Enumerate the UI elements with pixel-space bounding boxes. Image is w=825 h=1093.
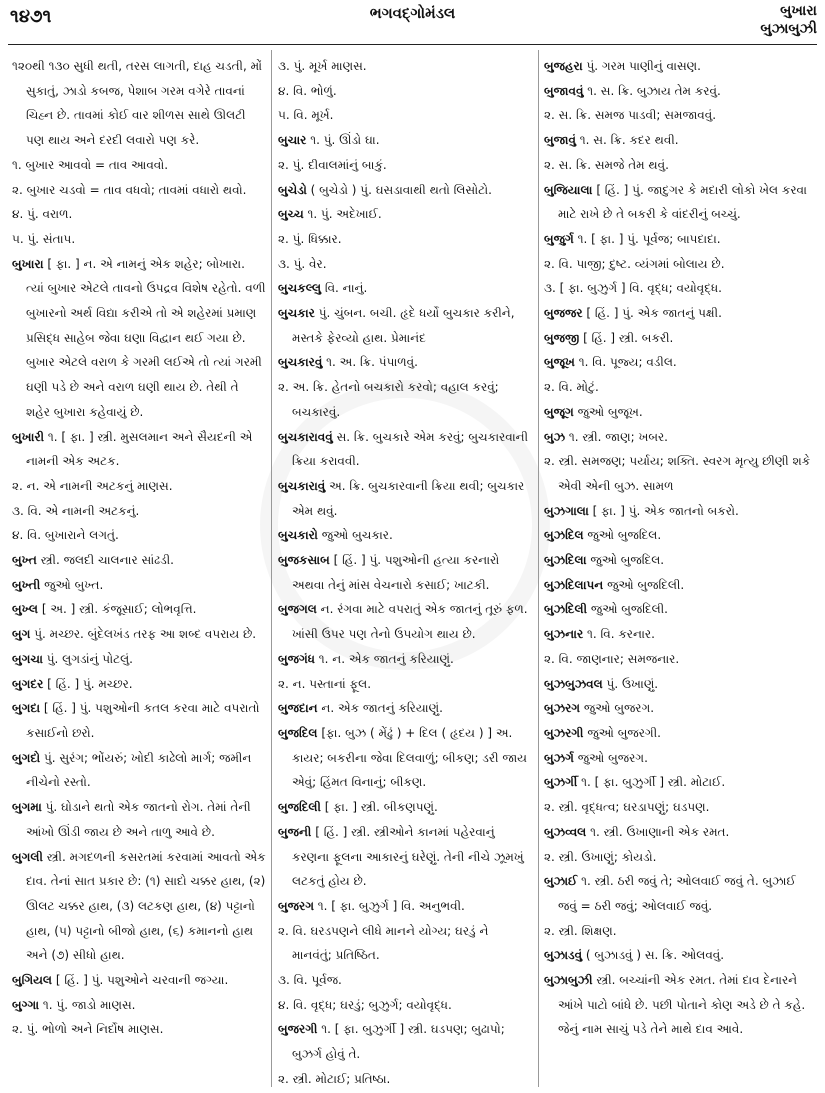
entry-headword: બુઝબુઝવલ <box>544 676 603 691</box>
dictionary-entry <box>278 696 532 721</box>
entry-headword: બુઝનાર <box>544 627 584 642</box>
dictionary-entry <box>544 820 816 845</box>
page-number: ૧૪૭૧ <box>10 6 52 27</box>
dictionary-column-1 <box>12 54 266 1087</box>
dictionary-entry <box>278 993 532 1018</box>
dictionary-entry <box>278 672 532 697</box>
entry-headword: બુઝર્ગ <box>544 750 574 765</box>
dictionary-column-2 <box>278 54 532 1087</box>
entry-definition: ૧. [ ફા. બુઝુર્ગી ] સ્ત્રી. ઘડપણ; બુઢાપો; બુઝર્ગ હોવું તે. <box>292 1022 505 1062</box>
entry-definition: ૧. પું. અદેખાઈ. <box>307 207 382 222</box>
dictionary-entry <box>12 227 266 252</box>
entry-definition: [ ફા. ] પું. એક જાતનો બકરો. <box>592 503 739 518</box>
dictionary-entry <box>12 993 266 1018</box>
dictionary-entry <box>544 548 816 573</box>
entry-definition: અ. ક્રિ. બુચકારવાની ક્રિયા થવી; બુચકાર એમ થવું. <box>292 478 525 518</box>
entry-definition: ૧. પું. ઊંડો ઘા. <box>310 133 380 148</box>
guide-word-last: બુઝાબુઝી <box>760 21 817 37</box>
dictionary-entry <box>544 597 816 622</box>
entry-headword: બુઝદિલાપન <box>544 577 604 592</box>
dictionary-entry <box>12 573 266 598</box>
entry-headword: બુગદર <box>12 676 44 691</box>
entry-headword: બુખારા <box>12 256 44 271</box>
entry-definition: ૩. [ ફા. બુઝુર્ગ ] વિ. વૃદ્ધ; વયોવૃદ્ધ. <box>544 281 722 296</box>
entry-definition: ૩. વિ. એ નામની અટકનું. <box>12 503 140 518</box>
dictionary-entry <box>12 252 266 425</box>
dictionary-entry <box>544 622 816 647</box>
entry-headword: બુચકારાવું <box>278 478 326 493</box>
book-title: ભગવદ્ગોમંડલ <box>369 4 456 22</box>
dictionary-entry <box>278 894 532 919</box>
dictionary-entry <box>544 79 816 104</box>
entry-headword: બુચકલ્લુ <box>278 281 322 296</box>
entry-definition: ૧. ન. એક જાતનું કરિયાણું. <box>318 651 454 666</box>
entry-headword: બુગલી <box>12 849 43 864</box>
entry-definition: પું. સુરંગ; ભોંયરું; ખોદી કાઢેલો માર્ગ; જમીન નીચેનો રસ્તો. <box>26 750 252 790</box>
dictionary-column-3 <box>544 54 816 1087</box>
entry-definition: ૨. સ્ત્રી. ઉખાણું; કોયડો. <box>544 849 657 864</box>
dictionary-entry <box>544 425 816 450</box>
dictionary-entry <box>278 1067 532 1087</box>
dictionary-entry <box>544 252 816 277</box>
entry-definition: ૨. વિ. મોટું. <box>544 380 599 395</box>
entry-headword: બુજરગ <box>278 898 314 913</box>
dictionary-entry <box>278 350 532 375</box>
entry-headword: બુગદો <box>12 750 41 765</box>
dictionary-entry <box>12 746 266 795</box>
dictionary-entry <box>544 721 816 746</box>
entry-headword: બુઝદિલ <box>544 528 584 543</box>
dictionary-entry <box>278 425 532 474</box>
entry-definition: જુઓ બુચકાર. <box>321 528 393 543</box>
entry-definition: [ હિં. ] પું. મચ્છર. <box>47 676 133 691</box>
entry-headword: બુજૂખ <box>544 355 575 370</box>
entry-definition: ૨. પું. દીવાલમાંનું બાકું. <box>278 157 387 172</box>
dictionary-entry <box>278 252 532 277</box>
entry-headword: બુજકસાબ <box>278 553 330 568</box>
guide-word-first: બુખારા <box>780 3 817 19</box>
entry-headword: બુજદાન <box>278 701 318 716</box>
entry-definition: ૧. સ. ક્રિ. કદર થવી. <box>579 133 679 148</box>
entry-headword: બુજદિલી <box>278 800 321 815</box>
dictionary-entry <box>12 672 266 697</box>
entry-definition: ૨. સ્ત્રી. મોટાઈ; પ્રતિષ્ઠા. <box>278 1071 391 1086</box>
entry-headword: બુઝાઈ <box>544 874 578 889</box>
dictionary-entry <box>12 622 266 647</box>
dictionary-entry <box>278 548 532 597</box>
entry-definition: સ્ત્રી. બચ્ચાંની એક રમત. તેમાં દાવ દેનારને આંખે પાટો બાંધે છે. પછી પોતાને કોણ અડે છે તે કહે. જેનું નામ સાચું પડે તેને માથે દાવ આવે. <box>558 973 806 1037</box>
dictionary-entry <box>278 647 532 672</box>
entry-definition: પું. મચ્છર. બુંદેલખંડ તરફ આ શબ્દ વપરાય છે. <box>34 627 257 642</box>
entry-definition: [ફા. બુઝ ( મેંઢું ) + દિલ ( હૃદય ) ] અ. કાયર; બકરીના જેવા દિલવાળું; બીકણ; ડરી જાય એવું; હિંમત વિનાનું; બીકણ. <box>292 725 528 790</box>
entry-headword: બુજહરા <box>544 59 583 73</box>
dictionary-entry <box>544 103 816 128</box>
dictionary-entry <box>544 178 816 227</box>
entry-definition: જુઓ બુજદિલી. <box>590 602 669 617</box>
dictionary-entry <box>12 845 266 969</box>
dictionary-entry <box>12 178 266 203</box>
entry-headword: બુચ્ચ <box>278 207 304 222</box>
entry-headword: બુજાવું <box>544 133 576 148</box>
entry-definition: ૫. વિ. મૂર્ખ. <box>278 108 334 123</box>
entry-definition: ૧. બુખાર આવવો = તાવ આવવો. <box>12 157 169 172</box>
dictionary-entry <box>544 795 816 820</box>
dictionary-entry <box>12 1017 266 1042</box>
entry-headword: બુઝરગી <box>544 725 584 740</box>
entry-headword: બુજગંધ <box>278 651 315 666</box>
dictionary-entry <box>278 597 532 646</box>
dictionary-entry <box>544 770 816 795</box>
dictionary-entry <box>544 326 816 351</box>
dictionary-entry <box>544 400 816 425</box>
dictionary-entry <box>12 548 266 573</box>
dictionary-entry <box>12 425 266 474</box>
entry-definition: [ હિં. ] સ્ત્રી. સ્ત્રીઓને કાનમાં પહેરવાનું કરણના ફૂલના આકારનું ઘરેણું. તેની નીચે ઝૂમખું લટકતું હોય છે. <box>292 824 524 889</box>
entry-headword: બુઝર્ગી <box>544 775 578 790</box>
entry-headword: બુઝગાલા <box>544 503 589 518</box>
entry-headword: બુખ્લ <box>12 602 38 617</box>
entry-headword: બુચકાર <box>278 306 315 321</box>
entry-headword: બુજિયાલા <box>544 182 593 197</box>
dictionary-entry <box>278 153 532 178</box>
entry-definition: ૨. સ. ક્રિ. સમજે તેમ થવું. <box>544 157 669 172</box>
entry-headword: બુખ્તી <box>12 577 41 592</box>
entry-definition: [ ફા. ] સ્ત્રી. બીકણપણું. <box>324 800 438 815</box>
entry-definition: [ ફા. ] ન. એ નામનું એક શહેર; બોખારા. ત્યાં બુખાર એટલે તાવનો ઉપદ્રવ વિશેષ રહેતો. વળી બુખારનો અર્થ વિદ્યા કરીએ તો એ શહેરમાં પ્રમાણ પ્રસિદ્ધ સાહેબ જેવા ઘણા વિદ્વાન થઈ ગયા છે. બુખાર એટલે વરાળ કે ગરમી લઈએ તો ત્યાં ગરમી ઘણી પડે છે અને વરાળ ઘણી થાય છે. તેથી તે શહેર બુખારા કહેવાયું છે. <box>26 256 266 419</box>
entry-definition: ૪. વિ. ભોળું. <box>278 83 337 98</box>
entry-definition: ૨. વિ. જાણનાર; સમજનાર. <box>544 651 680 666</box>
entry-headword: બુજની <box>278 824 312 839</box>
dictionary-entry <box>544 573 816 598</box>
dictionary-entry <box>544 968 816 1042</box>
entry-headword: બુચકારાવવું <box>278 429 333 444</box>
entry-definition: [ હિં. ] પું. પશુઓની કતલ કરવા માટે વપરાતો કસાઈનો છરો. <box>26 701 260 740</box>
entry-definition: ૨. વિ. પાજી; દુષ્ટ. વ્યંગમાં બોલાય છે. <box>544 256 725 271</box>
entry-definition: [ અ. ] સ્ત્રી. કંજૂસાઈ; લોભવૃત્તિ. <box>41 602 197 617</box>
dictionary-entry <box>544 153 816 178</box>
entry-definition: [ હિં. ] પું. પશુઓની હત્યા કરનારો અથવા તેનું માંસ વેચનારો કસાઈ; ખાટકી. <box>292 553 500 592</box>
entry-definition: ન. રંગવા માટે વપરાતું એક જાતનું તૂરું ફળ. ખાંસી ઉપર પણ તેનો ઉપયોગ થાય છે. <box>292 602 528 642</box>
dictionary-entry <box>12 202 266 227</box>
entry-definition: ૨. બુખાર ચડવો = તાવ વધવો; તાવમાં વધારો થવો. <box>12 182 247 197</box>
entry-definition: ૧. વિ. પૂજ્ય; વડીલ. <box>578 355 677 370</box>
entry-definition: [ હિં. ] પું. એક જાતનું પક્ષી. <box>586 306 722 321</box>
entry-definition: ૪. વિ. વૃદ્ધ; ઘરડું; બુઝુર્ગ; વયોવૃદ્ધ. <box>278 997 452 1012</box>
entry-definition: જુઓ બુજરગી. <box>587 725 661 740</box>
entry-headword: બુગિયલ <box>12 973 53 988</box>
dictionary-entry <box>278 103 532 128</box>
entry-definition: ૨. સ્ત્રી. વૃદ્ધત્વ; ઘરડાપણું; ઘડપણ. <box>544 800 710 815</box>
dictionary-entry <box>544 375 816 400</box>
entry-headword: બુઝાબુઝી <box>544 973 593 988</box>
entry-headword: બુઝદિલી <box>544 602 588 617</box>
entry-headword: બુજાવવું <box>544 83 584 98</box>
entry-definition: ૧. [ ફા. ] પું. પૂર્વજ; બાપદાદા. <box>577 231 721 246</box>
dictionary-entry <box>544 672 816 697</box>
entry-definition: ૧. સ્ત્રી. જાણ; ખબર. <box>568 429 668 444</box>
dictionary-entry <box>544 301 816 326</box>
entry-definition: જુઓ બુજદિલી. <box>607 577 685 592</box>
entry-definition: ૨. સ્ત્રી. સમજણ; પર્યાય; શક્તિ. સ્વરગ મૃત્યુ છીણી શકે એવી એની બુઝ. સામળ <box>544 454 811 493</box>
dictionary-entry <box>278 820 532 894</box>
entry-definition: ૧. પું. જાડો માણસ. <box>42 997 136 1012</box>
entry-definition: ૨. ન. પસ્તાનાં ફૂલ. <box>278 676 372 691</box>
entry-definition: પું. ઉખાણું. <box>606 676 659 691</box>
entry-headword: બુચકારવું <box>278 355 323 370</box>
dictionary-entry <box>12 499 266 524</box>
entry-definition: [ હિં. ] પું. જાદુગર કે મદારી લોકો ખેલ કરવા માટે રાખે છે તે બકરી કે વાંદરીનું બચ્ચું. <box>558 182 807 222</box>
dictionary-entry <box>278 523 532 548</box>
entry-definition: ૨. ન. એ નામની અટકનું માણસ. <box>12 478 173 493</box>
entry-headword: બુચકારો <box>278 528 318 543</box>
entry-definition: પું. ગરમ પાણીનું વાસણ. <box>586 59 701 73</box>
entry-definition: ૧. સ્ત્રી. ઠરી જવું તે; ઓલવાઈ જવું તે. બુઝાઈ જવું = ઠરી જવું; ઓલવાઈ જવું. <box>558 874 796 913</box>
entry-headword: બુજગલ <box>278 602 317 617</box>
dictionary-entry <box>544 746 816 771</box>
entry-definition: જુઓ બુજદિલ. <box>587 528 662 543</box>
header-rule <box>8 44 817 45</box>
dictionary-entry <box>12 968 266 993</box>
entry-definition: જુઓ બુજદિલ. <box>590 553 665 568</box>
entry-definition: ૧૨૦થી ૧૩૦ સુધી થતી, તરસ લાગતી, દાહ ચડતી, મોં સુકાતું, ઝાડો કબજ, પેશાબ ગરમ વગેરે તાવનાં ચિહ્ન છે. તાવમાં કોઈ વાર શીળસ સાથે ઊલટી પણ થાય અને દરદી લવારો પણ કરે. <box>12 59 263 148</box>
entry-definition: ૨. પું. ભોળો અને નિર્દોષ માણસ. <box>12 1022 164 1037</box>
dictionary-entry <box>544 54 816 79</box>
dictionary-entry <box>544 128 816 153</box>
dictionary-entry <box>278 474 532 523</box>
dictionary-entry <box>278 375 532 424</box>
entry-headword: બુજુર્ગ <box>544 231 574 246</box>
entry-definition: ૧. અ. ક્રિ. પંપાળવું. <box>326 355 418 370</box>
entry-definition: ૧. [ ફા. બુઝુર્ગ ] વિ. અનુભવી. <box>317 898 465 913</box>
dictionary-entry <box>12 597 266 622</box>
dictionary-entry <box>278 128 532 153</box>
entry-definition: પું. લુગડાંનું પોટલું. <box>46 651 133 666</box>
entry-definition: જુઓ બુખ્ત. <box>44 577 104 592</box>
entry-definition: જુઓ બુજૂખ. <box>577 404 643 419</box>
dictionary-entry <box>544 449 816 498</box>
dictionary-entry <box>278 54 532 79</box>
column-divider <box>538 50 539 1087</box>
entry-definition: સ્ત્રી. મગદળની કસરતમાં કરવામાં આવતો એક દાવ. તેનાં સાત પ્રકાર છે: (૧) સાદો ચક્કર હાથ, (૨) ઊલટ ચક્કર હાથ, (૩) લટકણ હાથ, (૪) પટ્ટાનો હાથ, (૫) પટ્ટાનો બીજો હાથ, (૬) કમાનનો હાથ અને (૭) સીધો હાથ. <box>26 849 266 963</box>
entry-headword: બુગ્ગા <box>12 997 40 1012</box>
entry-definition: જુઓ બુજરગ. <box>583 701 655 716</box>
entry-definition: ૩. પું. મૂર્ખ માણસ. <box>278 59 367 73</box>
column-divider <box>271 50 272 1087</box>
dictionary-entry <box>12 54 266 153</box>
entry-definition: ૨. સ. ક્રિ. સમજ પાડવી; સમજાવવું. <box>544 108 717 123</box>
dictionary-entry <box>278 202 532 227</box>
dictionary-entry <box>544 350 816 375</box>
entry-headword: બુજદિલ <box>278 725 318 740</box>
entry-headword: બુજજી <box>544 330 580 345</box>
entry-definition: ૨. વિ. ઘરડપણને લીધે માનને યોગ્ય; ઘરડું ને માનવંતું; પ્રતિષ્ઠિત. <box>278 923 489 963</box>
entry-definition: સ્ત્રી. જલદી ચાલનાર સાંઢડી. <box>40 553 174 568</box>
dictionary-entry <box>12 523 266 548</box>
entry-headword: બુઝદિલા <box>544 553 587 568</box>
entry-definition: પું. ચુંબન. બચી. હૃદે ધર્યો બુચકાર કરીને, મસ્તકે ફેરવ્યો હાથ. પ્રેમાનંદ <box>292 306 515 345</box>
entry-headword: બુજૂગ <box>544 404 574 419</box>
entry-definition: ૨. અ. ક્રિ. હેતનો બચકારો કરવો; વહાલ કરવું; બચકારવું. <box>278 380 499 419</box>
entry-definition: વિ. નાનું. <box>324 281 368 296</box>
dictionary-entry <box>278 919 532 968</box>
entry-definition: ૩. વિ. પૂર્વજ. <box>278 973 342 988</box>
entry-definition: ૧. [ ફા. બુઝુર્ગી ] સ્ત્રી. મોટાઈ. <box>581 775 726 790</box>
dictionary-entry <box>544 499 816 524</box>
dictionary-entry <box>278 721 532 795</box>
entry-definition: [ હિં. ] પું. પશુઓને ચરવાની જગ્યા. <box>55 973 229 988</box>
dictionary-entry <box>544 943 816 968</box>
dictionary-entry <box>544 845 816 870</box>
dictionary-entry <box>12 474 266 499</box>
dictionary-entry <box>544 696 816 721</box>
dictionary-entry <box>12 647 266 672</box>
dictionary-entry <box>544 227 816 252</box>
entry-headword: બુઝાડવું <box>544 948 583 963</box>
entry-headword: બુચાર <box>278 133 307 148</box>
entry-definition: [ હિં. ] સ્ત્રી. બકરી. <box>583 330 674 345</box>
entry-headword: બુચેડો <box>278 182 307 197</box>
dictionary-entry <box>544 647 816 672</box>
dictionary-entry <box>278 301 532 350</box>
entry-headword: બુગમા <box>12 800 42 815</box>
dictionary-entry <box>278 227 532 252</box>
dictionary-entry <box>12 696 266 745</box>
entry-definition: ન. એક જાતનું કરિયાણું. <box>321 701 443 716</box>
entry-definition: ૨. પું. ધિક્કાર. <box>278 231 342 246</box>
entry-definition: ૩. પું. વેર. <box>278 256 327 271</box>
dictionary-entry <box>278 1017 532 1066</box>
dictionary-entry <box>12 153 266 178</box>
guide-words <box>760 2 817 38</box>
entry-definition: જુઓ બુજરગ. <box>577 750 648 765</box>
entry-definition: ૪. પું. વરાળ. <box>12 207 73 222</box>
entry-definition: ૪. વિ. બુખારાને લગતું. <box>12 528 119 543</box>
entry-definition: ૧. સ. ક્રિ. બુઝાય તેમ કરવું. <box>587 83 721 98</box>
entry-headword: બુઝરગ <box>544 701 581 716</box>
dictionary-entry <box>544 276 816 301</box>
dictionary-entry <box>12 795 266 844</box>
entry-headword: બુખારી <box>12 429 45 444</box>
entry-headword: બુગ <box>12 627 31 642</box>
page-header <box>0 0 825 44</box>
dictionary-entry <box>544 869 816 918</box>
entry-definition: ૧. સ્ત્રી. ઉખાણાની એક રમત. <box>590 824 730 839</box>
entry-headword: બુઝવ્વલ <box>544 824 587 839</box>
entry-headword: બુજરગી <box>278 1022 318 1037</box>
entry-definition: ( બુચેડો ) પું. ઘસડાવાથી થતો લિસોટો. <box>310 182 492 197</box>
dictionary-entry <box>544 523 816 548</box>
entry-headword: બુગદા <box>12 701 41 716</box>
entry-headword: બુજજર <box>544 306 583 321</box>
entry-definition: ૧. વિ. કરનાર. <box>587 627 655 642</box>
entry-headword: બુગચા <box>12 651 43 666</box>
entry-definition: ( બુઝાડવું ) સ. ક્રિ. ઓલવવું. <box>585 948 725 963</box>
entry-definition: ૨. સ્ત્રી. શિક્ષણ. <box>544 923 617 938</box>
dictionary-entry <box>278 79 532 104</box>
entry-definition: સ. ક્રિ. બુચકારે એમ કરવું; બુચકારવાની ક્રિયા કરાવવી. <box>292 429 529 469</box>
entry-definition: ૫. પું. સંતાપ. <box>12 231 76 246</box>
entry-headword: બુખ્ત <box>12 553 37 568</box>
entry-definition: પું. ઘોડાને થતો એક જાતનો રોગ. તેમાં તેની આંખો ઊંડી જાય છે અને તાળુ આવે છે. <box>26 800 251 839</box>
dictionary-entry <box>278 276 532 301</box>
dictionary-entry <box>278 178 532 203</box>
dictionary-entry <box>278 795 532 820</box>
dictionary-entry <box>544 919 816 944</box>
entry-definition: ૧. [ ફા. ] સ્ત્રી. મુસલમાન અને સૈયદની એ નામની એક અટક. <box>26 429 253 469</box>
dictionary-entry <box>278 968 532 993</box>
entry-headword: બુઝ <box>544 429 566 444</box>
